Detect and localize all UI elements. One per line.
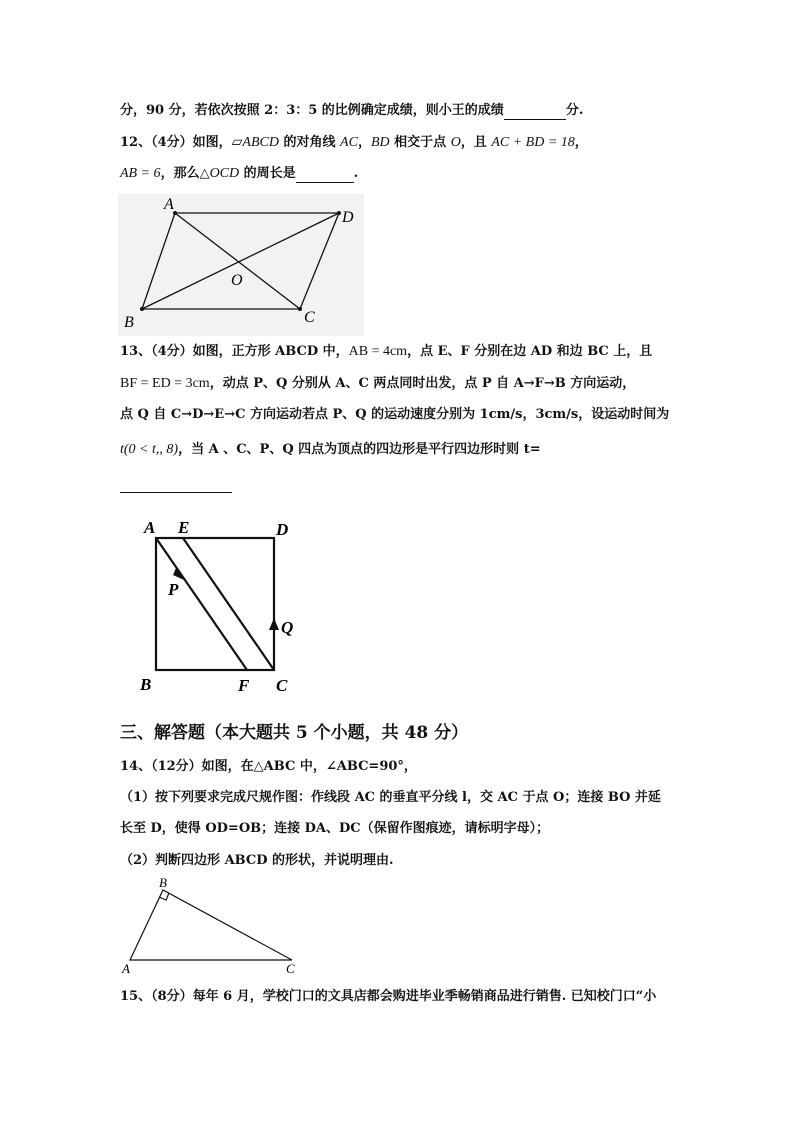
triangle-figure — [116, 874, 306, 978]
q12-prefix: 12、（4分）如图， — [120, 135, 232, 150]
q13-line-2 — [120, 375, 635, 393]
label-b: B — [124, 314, 134, 331]
label-p: P — [168, 580, 179, 599]
q12-abcd: ABCD — [242, 135, 279, 150]
label-c: C — [276, 676, 288, 695]
q12-bd: BD — [370, 135, 390, 150]
q13-text-4: ，当 A 、C、P、Q 四点为顶点的四边形是平行四边形时则 t= — [178, 442, 541, 457]
label-e: E — [178, 518, 190, 537]
parallelogram-symbol: ▱ — [231, 135, 243, 150]
q15-line-1 — [120, 988, 656, 1006]
q14-line-2 — [120, 789, 661, 807]
q12-equation: AC + BD = 18 — [491, 135, 575, 150]
q11-tail-text: 分，90 分，若依次按照 2：3：5 的比例确定成绩，则小王的成绩 — [120, 103, 504, 118]
label-o: O — [231, 272, 243, 289]
q12-line-1 — [120, 134, 588, 152]
label-f: F — [238, 676, 250, 695]
q13-text: ，点 E、F 分别在边 AD 和边 BC 上，且 — [407, 344, 653, 359]
q13-t-range: t(0 < t,, 8) — [120, 442, 179, 457]
q13-line-3 — [120, 406, 669, 424]
q12-ab: AB = 6 — [120, 166, 161, 181]
q14-line-4 — [120, 852, 394, 870]
q13-text-3: 点 Q 自 C→D→E→C 方向运动若点 P、Q 的运动速度分别为 1cm/s，3cm/s，设运动时间为 — [120, 407, 670, 422]
answer-blank[interactable] — [296, 168, 354, 183]
q13-bf-ed: BF = ED = 3cm — [120, 376, 210, 391]
q12-o: O — [450, 135, 461, 150]
q12-text-5: 的周长是 — [239, 166, 296, 181]
q14-part-1-cont: 长至 D，使得 OD=OB；连接 DA、DC（保留作图痕迹，请标明字母）； — [120, 821, 550, 836]
label-c: C — [304, 309, 315, 326]
label-q: Q — [281, 618, 294, 637]
q13-text-2: ，动点 P、Q 分别从 A、C 两点同时出发，点 P 自 A→F→B 方向运动， — [209, 376, 636, 391]
q12-ac: AC — [340, 135, 358, 150]
q12-text-2: 相交于点 — [389, 135, 451, 150]
q13-prefix: 13、（4分）如图，正方形 ABCD 中， — [120, 344, 349, 359]
section-heading: 三、解答题（本大题共 5 个小题，共 48 分） — [120, 723, 469, 743]
label-a: A — [122, 961, 130, 976]
label-d: D — [276, 520, 289, 539]
q11-tail-end: 分. — [565, 103, 584, 118]
q15-prefix: 15、（8分）每年 6 月，学校门口的文具店都会购进毕业季畅销商品进行销售. 已知校门口“小 — [120, 989, 657, 1004]
q14-part-1: （1）按下列要求完成尺规作图：作线段 AC 的垂直平分线 l，交 AC 于点 O；连接 BO 并延 — [120, 790, 661, 805]
q12-line-2 — [120, 165, 358, 183]
label-b: B — [140, 675, 152, 694]
q14-prefix: 14、（12分）如图，在△ABC 中，∠ABC=90°， — [120, 759, 417, 774]
q12-text-4: ，那么△ — [160, 166, 210, 181]
q12-period: . — [353, 166, 359, 181]
q13-ab: AB = 4cm — [348, 344, 408, 359]
q12-text: 的对角线 — [278, 135, 341, 150]
label-d: D — [342, 209, 354, 226]
q14-line-3 — [120, 820, 549, 838]
text-line-1 — [120, 102, 583, 120]
q12-comma-2: ， — [574, 135, 588, 150]
square-figure — [136, 514, 306, 696]
q12-comma: ， — [357, 135, 371, 150]
label-c: C — [286, 961, 295, 976]
answer-blank[interactable] — [504, 105, 566, 120]
label-a: A — [164, 196, 174, 213]
q13-line-4 — [120, 441, 541, 459]
q13-line-1 — [120, 343, 652, 361]
label-a: A — [144, 518, 156, 537]
q14-line-1 — [120, 758, 417, 776]
q13-answer-blank[interactable] — [120, 492, 232, 493]
parallelogram-figure — [118, 194, 364, 336]
label-b: B — [159, 875, 167, 890]
q14-part-2: （2）判断四边形 ABCD 的形状，并说明理由. — [120, 853, 394, 868]
q12-text-3: ，且 — [460, 135, 492, 150]
q12-ocd: OCD — [209, 166, 240, 181]
